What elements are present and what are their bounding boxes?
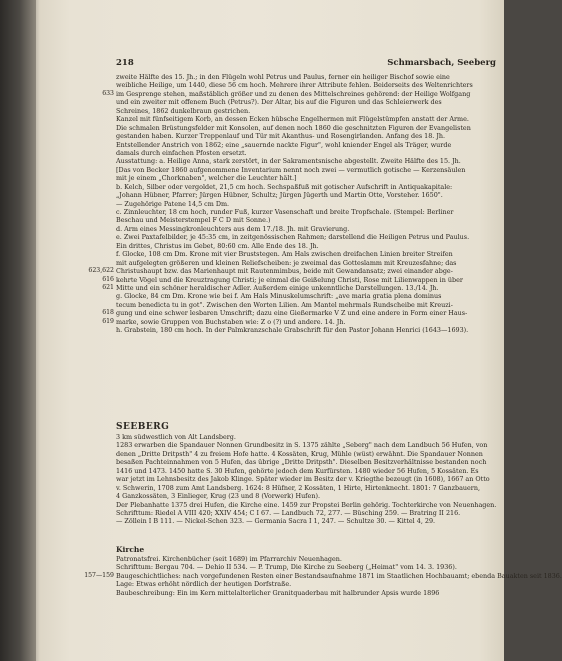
text-line bbox=[102, 275, 498, 284]
text-line bbox=[116, 475, 498, 483]
line-text: b. Kelch, Silber oder vergoldet, 21,5 cm hoch. Sechspaßfuß mit gotischer Aufschrift in Antiquakapitale: bbox=[116, 182, 453, 191]
line-text: damals durch einfachen Pfosten ersetzt. bbox=[116, 148, 247, 157]
text-line bbox=[116, 259, 498, 267]
text-line bbox=[116, 563, 498, 571]
line-text: Entstellender Anstrich von 1862; eine „sauernde nackte Figur", wohl kniender Engel als Träger, wurde bbox=[116, 140, 452, 149]
line-text: v. Schwerin, 1708 zum Amt Landsberg. 1624: 8 Hüfner, 2 Kossäten, 1 Hirte, Hirtenknecht. 1801: 7 Ganzbauern, bbox=[116, 483, 480, 492]
text-line bbox=[116, 580, 498, 588]
text-line bbox=[116, 191, 498, 199]
text-line bbox=[116, 174, 498, 182]
section-title: SEEBERG bbox=[116, 422, 170, 432]
line-text: Patronatsfrei. Kirchenbücher (seit 1689) im Pfarrarchiv Neuenhagen. bbox=[116, 555, 342, 563]
text-line bbox=[116, 166, 498, 174]
text-line bbox=[116, 132, 498, 140]
text-line bbox=[116, 149, 498, 157]
running-header bbox=[116, 58, 498, 70]
text-line bbox=[116, 555, 498, 563]
text-line bbox=[116, 326, 498, 334]
text-line bbox=[88, 267, 498, 276]
line-text: Baugeschichtliches: nach vorgefundenen Resten einer Bestandsaufnahme 1871 im Staatlichen Hochbauamt; ebenda Bauakten seit 1836. bbox=[116, 571, 562, 580]
text-line bbox=[116, 225, 498, 233]
text-line bbox=[116, 107, 498, 115]
seeberg-history-text bbox=[116, 433, 498, 526]
schmarsbach-inventory-text bbox=[88, 73, 498, 335]
text-line bbox=[116, 292, 498, 300]
line-text: gestanden haben. Kurzer Treppenlauf und Tür mit Akanthus- und Rosengirlanden. Anfang des 18. Jh. bbox=[116, 132, 446, 141]
line-text: weibliche Heilige, um 1440, diese 56 cm hoch. Mehrere ihrer Attribute fehlen. Beiderseits des Weltenrichters bbox=[116, 81, 473, 90]
line-text: 1416 und 1473. 1450 hatte S. 30 Hufen, gehörte jedoch dem Kurfürsten. 1480 wieder 56 Hufen, 5 Kossäten. Es bbox=[116, 466, 479, 475]
line-text: Lage: Etwas erhöht nördlich der heutigen Dorfstraße. bbox=[116, 580, 292, 589]
text-line bbox=[116, 141, 498, 149]
margin-figure-number: 633 bbox=[102, 89, 114, 97]
line-text: Schreines, 1862 dunkelbraun gestrichen. bbox=[116, 106, 251, 115]
text-line bbox=[116, 242, 498, 250]
text-line bbox=[116, 441, 498, 449]
text-line bbox=[116, 458, 498, 466]
text-line bbox=[116, 73, 498, 81]
line-text: mit aufgelegten größeren und kleinen Reliefscheiben: je zweimal das Gotteslamm mit Kreuzesfahne; das bbox=[116, 258, 457, 267]
text-line bbox=[116, 183, 498, 191]
text-line bbox=[84, 571, 562, 580]
line-text: im Gesprenge stehen, maßstäblich größer und zu denen des Mittelschreines gehörend: der Heilige Wolfgang bbox=[116, 89, 471, 98]
line-text: f. Glocke, 108 cm Dm. Krone mit vier Bruststegen. Am Hals zwischen dreifachen Linien breiter Streifen bbox=[116, 250, 453, 259]
line-text: Schrifttum: Riedel A VIII 420; XXIV 454; C I 67. — Landbuch 72, 277. — Büsching 259. — Bratring II 216. bbox=[116, 508, 461, 517]
line-text: 3 km südwestlich von Alt Landsberg. bbox=[116, 433, 236, 441]
line-text: marke, sowie Gruppen von Buchstaben wie: Z o (?) und andere. 14. Jh. bbox=[116, 317, 346, 326]
running-title: Schmarsbach, Seeberg bbox=[387, 58, 496, 68]
line-text: d. Arm eines Messingkronleuchters aus dem 17./18. Jh. mit Gravierung. bbox=[116, 224, 350, 233]
line-text: Beschau und Meisterstempel F C D mit Sonne.) bbox=[116, 216, 271, 225]
text-line bbox=[116, 208, 498, 216]
line-text: Die schmalen Brüstungsfelder mit Konsolen, auf denen noch 1860 die geschnitzten Figuren der Evangelisten bbox=[116, 123, 471, 132]
line-text: Baubeschreibung: Ein im Kern mittelalterlicher Granitquaderbau mit halbrunder Apsis wurde 1896 bbox=[116, 588, 440, 597]
text-line bbox=[116, 433, 498, 441]
text-line bbox=[116, 492, 498, 500]
line-text: c. Zinnleuchter, 18 cm hoch, runder Fuß, kurzer Vasenschaft und breite Tropfschale. (Stempel: Berliner bbox=[116, 208, 454, 216]
text-line bbox=[116, 115, 498, 123]
margin-figure-number: 621 bbox=[102, 283, 114, 291]
text-line bbox=[116, 124, 498, 132]
text-line bbox=[116, 98, 498, 106]
line-text: e. Zwei Paxtafelbilder, je 45:35 cm, in zeitgenössischen Rahmen; darstellend die Heiligen Petrus und Paulus. bbox=[116, 233, 470, 242]
line-text: — Zugehörige Patene 14,5 cm Dm. bbox=[116, 199, 230, 208]
line-text: war jetzt im Lehnsbesitz des Jakob Klinge. Später wieder im Besitz der v. Kriegthe bezeugt (in 1608), 1667 an Otto bbox=[116, 475, 490, 484]
text-line bbox=[116, 250, 498, 258]
text-line bbox=[102, 283, 498, 292]
line-text: — Zöllein I B 111. — Nickel-Schen 323. — Germania Sacra I 1, 247. — Schultze 30. — Kittel 4, 29. bbox=[116, 517, 436, 526]
text-line bbox=[116, 501, 498, 509]
page-number: 218 bbox=[116, 58, 134, 68]
line-text: [Das von Becker 1860 aufgenommene Inventarium nennt noch zwei — vermutlich gotische — Kerzensäulen bbox=[116, 165, 466, 174]
line-text: und ein zweiter mit offenem Buch (Petrus?). Der Altar, bis auf die Figuren und das Schleierwerk des bbox=[116, 98, 442, 107]
margin-figure-number: 157—159 bbox=[84, 571, 114, 579]
text-line bbox=[116, 233, 498, 241]
text-line bbox=[116, 200, 498, 208]
line-text: tecum benedicta tu in got". Zwischen den Worten Lilien. Am Mantel mehrmals Rundscheibe mit Kreuzi- bbox=[116, 300, 453, 309]
margin-figure-number: 623,622 bbox=[88, 267, 114, 275]
line-text: „Johann Hübner, Pfarrer; Jürgen Hübner, Schultz; Jürgen Jügerth und Martin Otte, Vorsteher. 1650". bbox=[116, 191, 443, 200]
line-text: gung und eine schwer lesbaren Umschrift; dazu eine Gießermarke V Z und eine andere in Form einer Haus- bbox=[116, 309, 468, 318]
text-line bbox=[102, 309, 498, 318]
line-text: 1283 erwarben die Spandauer Nonnen Grundbesitz in S. 1375 zählte „Seberg" nach dem Landbuch 56 Hufen, von bbox=[116, 441, 488, 450]
line-text: mit je einem „Chorknaben", welcher die Leuchter hält.] bbox=[116, 174, 297, 183]
text-line bbox=[102, 89, 498, 98]
line-text: h. Grabstein, 180 cm hoch. In der Palmkranzschale Grabschrift für den Pastor Johann Henrici (1643—1693). bbox=[116, 326, 469, 335]
line-text: zweite Hälfte des 15. Jh.; in den Flügeln wohl Petrus und Paulus, ferner ein heiliger Bischof sowie eine bbox=[116, 73, 450, 81]
text-line bbox=[116, 589, 498, 597]
text-line bbox=[116, 301, 498, 309]
book-gutter bbox=[0, 0, 36, 661]
line-text: denen „Dritte Dritpsth" 4 zu freiem Hofe hatte. 4 Kossäten, Krug, Mühle (wüst) erwähnt. Die Spandauer Nonnen bbox=[116, 449, 483, 458]
book-page bbox=[38, 0, 562, 661]
line-text: Schrifttum: Bergau 704. — Dehio II 534. — P. Trump, Die Kirche zu Seeberg („Heimat" vom 14. 3. 1936). bbox=[116, 563, 457, 572]
line-text: Ein drittes, Christus im Gebet, 80:60 cm. Alle Ende des 18. Jh. bbox=[116, 241, 319, 250]
line-text: Mitte und ein schöner heraldischer Adler. Außerdem einige unkenntliche Darstellungen. 13./14. Jh. bbox=[116, 283, 439, 292]
margin-figure-number: 616 bbox=[102, 275, 114, 283]
line-text: besaßen Pachteinnahmen von 5 Hufen, das übrige „Dritte Dritpsth". Dieselben Besitzverhältnisse bestanden noch bbox=[116, 458, 487, 467]
line-text: Der Plebanhatte 1375 drei Hufen, die Kirche eine. 1459 zur Propstei Berlin gehörig. Tochterkirche von Neuenhagen. bbox=[116, 500, 497, 509]
line-text: g. Glocke, 84 cm Dm. Krone wie bei f. Am Hals Minuskelumschrift: „ave maria gratia plena dominus bbox=[116, 292, 442, 301]
text-line bbox=[102, 317, 498, 326]
text-line bbox=[116, 484, 498, 492]
line-text: Ausstattung: a. Heilige Anna, stark zerstört, in der Sakramentsnische abgestellt. Zweite Hälfte des 15. Jh. bbox=[116, 157, 461, 166]
text-line bbox=[116, 517, 498, 525]
line-text: Kanzel mit fünfseitigem Korb, an dessen Ecken hübsche Engelhermen mit Flügelstümpfen anstatt der Arme. bbox=[116, 115, 469, 124]
kirche-heading: Kirche bbox=[116, 545, 145, 554]
text-line bbox=[116, 157, 498, 165]
margin-figure-number: 618 bbox=[102, 309, 114, 317]
text-line bbox=[116, 509, 498, 517]
text-line bbox=[116, 81, 498, 89]
text-line bbox=[116, 467, 498, 475]
text-line bbox=[116, 216, 498, 224]
text-line bbox=[116, 450, 498, 458]
margin-figure-number: 619 bbox=[102, 317, 114, 325]
line-text: 4 Ganzkossäten, 3 Einlieger, Krug (23 und 8 (Vorwerk) Hufen). bbox=[116, 492, 320, 501]
line-text: kehrte Vögel und die Kreuztragung Christi; je einmal die Geißelung Christi, Rose mit Lilienwappen in über bbox=[116, 275, 463, 284]
kirche-text bbox=[84, 555, 562, 597]
line-text: Christushaupt bzw. das Marienhaupt mit Rautenmimbus, beide mit Gewandansatz; zwei einander abge- bbox=[116, 267, 453, 276]
